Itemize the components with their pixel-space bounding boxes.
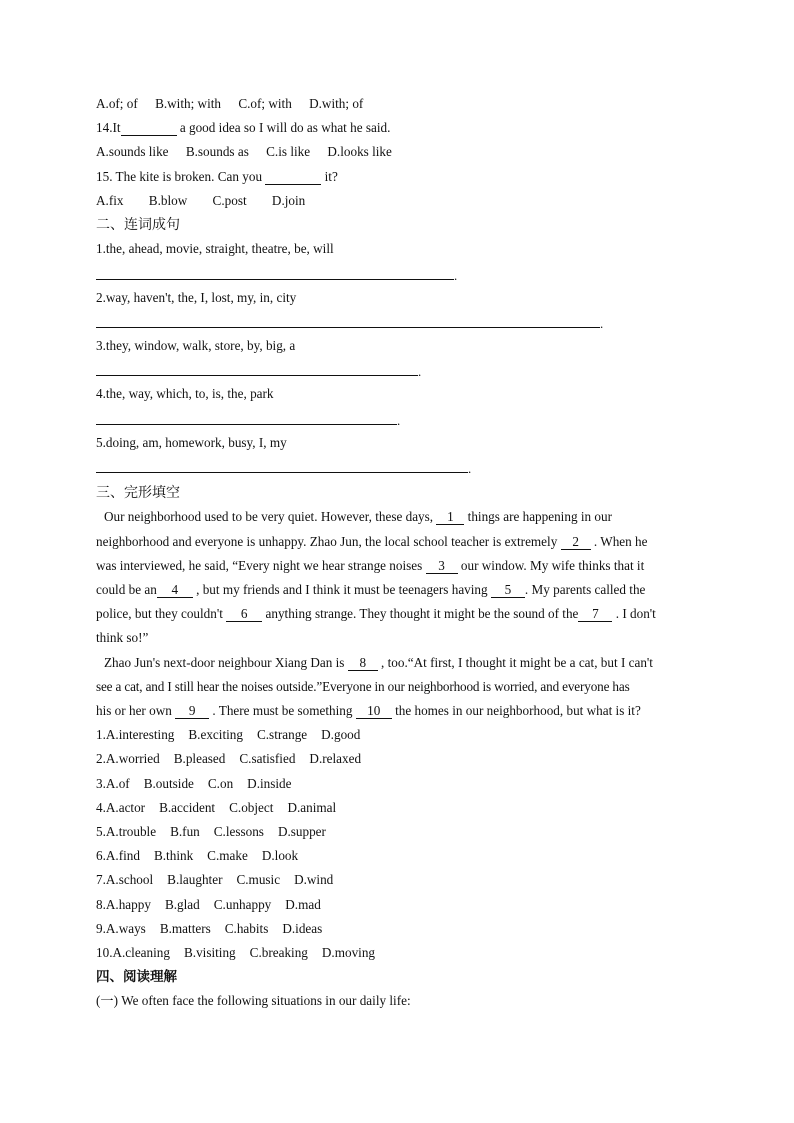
cloze-text: . There must be something (209, 703, 356, 718)
cloze-text: anything strange. They thought it might be the sound of the (262, 606, 579, 622)
option: B.glad (164, 896, 200, 912)
option: D.animal (287, 799, 337, 815)
question-15 (96, 165, 696, 189)
option: D.ideas (282, 920, 323, 936)
option: 3.A.of (96, 775, 130, 791)
option: C.object (229, 799, 274, 815)
cloze-text: Our neighborhood used to be very quiet. However, these days, (104, 509, 437, 525)
cloze-option-row (96, 723, 696, 747)
cloze-blank[interactable]: 3 (426, 559, 458, 574)
option: C.habits (224, 920, 269, 936)
option: B.blow (148, 192, 188, 208)
cloze-line: see a cat, and I still hear the noises outside.”Everyone in our neighborhood is worried, and everyone has (96, 678, 630, 694)
option: 1.A.interesting (96, 727, 175, 743)
option: C.lessons (213, 824, 264, 840)
option: D.inside (247, 775, 292, 791)
section-heading: 三、完形填空 (96, 485, 180, 502)
option: B.think (153, 848, 194, 864)
cloze-option-row (96, 844, 696, 868)
option: B.exciting (188, 727, 243, 743)
q13-options (96, 92, 696, 116)
option: B.visiting (183, 945, 236, 961)
option: B.laughter (167, 872, 223, 888)
option: B.matters (159, 920, 211, 936)
cloze-option-row (96, 796, 696, 820)
cloze-blank[interactable]: 2 (561, 535, 591, 550)
section-heading: 四、阅读理解 (96, 969, 177, 986)
reading-intro: (一) We often face the following situations in our daily life: (96, 993, 411, 1009)
cloze-line (96, 651, 696, 675)
period: . (418, 364, 422, 380)
option: C.make (207, 848, 248, 864)
cloze-text: , too.“At first, I thought it might be a cat, but I can't (377, 654, 653, 670)
option: D.looks like (327, 144, 392, 160)
cloze-text: police, but they couldn't (96, 606, 227, 622)
cloze-blank[interactable]: 8 (348, 656, 378, 671)
cloze-line: think so!” (96, 630, 149, 646)
option: 2.A.worried (96, 751, 160, 767)
option: 5.A.trouble (96, 824, 157, 840)
option: D.wind (294, 872, 334, 888)
cloze-blank[interactable]: 5 (491, 583, 525, 598)
cloze-text: things are happening in our (464, 509, 612, 525)
answer-line[interactable] (96, 455, 696, 479)
cloze-line (96, 554, 696, 578)
cloze-text: Zhao Jun's next-door neighbour Xiang Dan is (104, 654, 348, 670)
cloze-blank[interactable]: 9 (175, 704, 209, 719)
option: C.strange (256, 727, 308, 743)
cloze-text: could be an (96, 581, 157, 597)
answer-line[interactable] (96, 407, 696, 431)
question-text: 14.It (96, 120, 121, 136)
cloze-text: . I don't (612, 606, 656, 622)
option: 8.A.happy (96, 896, 151, 912)
option: B.accident (159, 799, 216, 815)
option: D.join (271, 192, 306, 208)
option: 10.A.cleaning (96, 945, 170, 961)
cloze-text: his or her own (96, 703, 176, 718)
q14-options (96, 140, 696, 164)
answer-line[interactable] (96, 358, 696, 382)
cloze-text: was interviewed, he said, “Every night we hear strange noises (96, 557, 426, 573)
period: . (454, 267, 458, 283)
cloze-text: , but my friends and I think it must be teenagers having (192, 581, 491, 597)
option: C.unhappy (213, 896, 272, 912)
cloze-blank[interactable]: 4 (157, 583, 193, 598)
question-text: it? (321, 168, 338, 184)
cloze-blank[interactable]: 7 (578, 607, 612, 622)
question-text: 15. The kite is broken. Can you (96, 168, 266, 184)
q15-options (96, 189, 696, 213)
option: C.of; with (238, 96, 292, 111)
option: B.outside (143, 775, 194, 791)
cloze-option-row (96, 893, 696, 917)
cloze-option-row (96, 868, 696, 892)
cloze-text: the homes in our neighborhood, but what is it? (391, 703, 641, 718)
option: C.on (207, 775, 234, 791)
sentence-prompt: 5.doing, am, homework, busy, I, my (96, 434, 287, 450)
cloze-text: . My parents called the (524, 581, 646, 597)
option: B.fun (170, 824, 200, 840)
option: A.sounds like (96, 144, 169, 160)
sentence-prompt: 4.the, way, which, to, is, the, park (96, 386, 274, 402)
cloze-blank[interactable]: 6 (226, 607, 262, 622)
worksheet-page (96, 92, 696, 1014)
option: A.fix (96, 192, 124, 208)
sentence-prompt: 3.they, window, walk, store, by, big, a (96, 338, 296, 353)
cloze-option-row (96, 820, 696, 844)
option: 4.A.actor (96, 799, 146, 815)
option: D.relaxed (309, 751, 362, 767)
section-heading: 二、连词成句 (96, 217, 180, 234)
cloze-text: neighborhood and everyone is unhappy. Zhao Jun, the local school teacher is extremely (96, 533, 561, 549)
sentence-prompt: 1.the, ahead, movie, straight, theatre, be, will (96, 241, 334, 257)
cloze-line (96, 505, 696, 529)
option: 7.A.school (96, 872, 154, 888)
cloze-line (96, 578, 696, 602)
question-14 (96, 116, 696, 140)
option: B.pleased (173, 751, 226, 767)
question-text: a good idea so I will do as what he said. (176, 120, 391, 136)
period: . (600, 316, 604, 331)
cloze-text: . When he (590, 533, 648, 549)
answer-blank[interactable] (265, 170, 321, 185)
option: B.with; with (155, 96, 222, 111)
answer-line[interactable] (96, 261, 696, 285)
option: B.sounds as (185, 144, 249, 160)
cloze-blank[interactable]: 1 (436, 510, 464, 525)
answer-line[interactable] (96, 310, 696, 334)
option: D.good (321, 727, 361, 743)
sentence-prompt: 2.way, haven't, the, I, lost, my, in, city (96, 289, 297, 305)
cloze-options (96, 723, 696, 965)
cloze-line (96, 602, 696, 626)
cloze-line (96, 699, 696, 723)
cloze-line (96, 530, 696, 554)
option: A.of; of (96, 96, 138, 111)
option: C.is like (266, 144, 311, 160)
option: D.moving (321, 945, 376, 961)
answer-blank[interactable] (121, 121, 177, 136)
option: C.satisfied (239, 751, 296, 767)
option: 9.A.ways (96, 920, 146, 936)
option: C.music (236, 872, 281, 888)
option: D.look (261, 848, 299, 864)
option: C.post (212, 192, 247, 208)
period: . (397, 412, 401, 428)
cloze-text: our window. My wife thinks that it (457, 557, 645, 573)
cloze-option-row (96, 747, 696, 771)
cloze-blank[interactable]: 10 (356, 704, 392, 719)
option: D.with; of (309, 96, 364, 111)
cloze-option-row (96, 917, 696, 941)
option: C.breaking (249, 945, 308, 961)
cloze-option-row (96, 772, 696, 796)
option: D.mad (285, 896, 321, 912)
option: 6.A.find (96, 848, 140, 864)
cloze-option-row (96, 941, 696, 965)
period: . (468, 461, 472, 477)
option: D.supper (277, 824, 326, 840)
